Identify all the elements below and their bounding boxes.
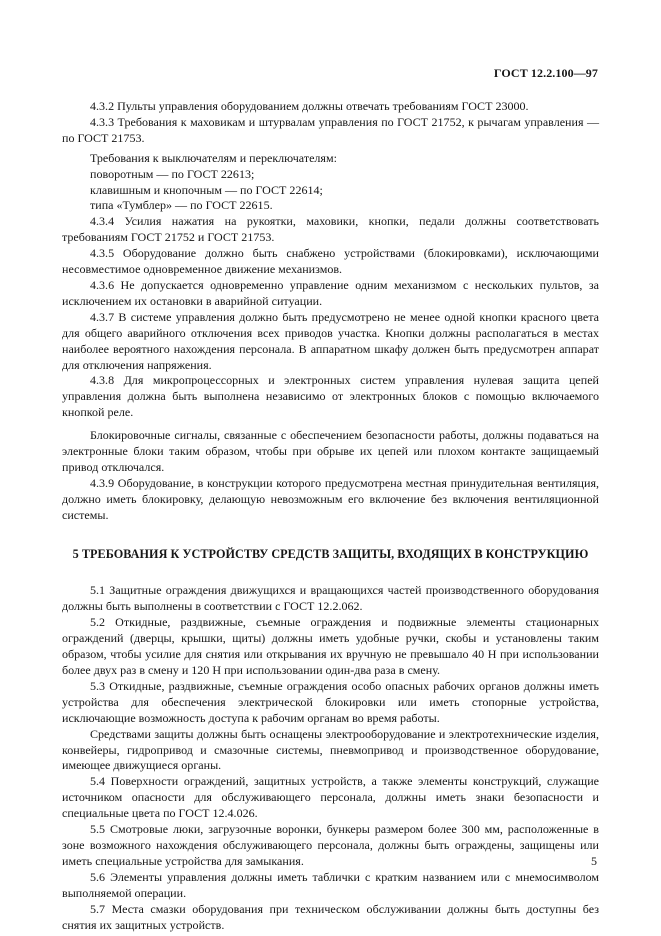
paragraph: 4.3.6 Не допускается одновременно управление одним механизмом с нескольких пультов, за исключением их остановки в аварийной ситуации. bbox=[62, 277, 599, 308]
paragraph: поворотным — по ГОСТ 22613; bbox=[90, 166, 255, 181]
paragraph: 5.6 Элементы управления должны иметь таблички с кратким названием или с мнемосимволом выполняемой операции. bbox=[62, 869, 599, 900]
paragraph: клавишным и кнопочным — по ГОСТ 22614; bbox=[90, 182, 323, 197]
paragraph: Требования к выключателям и переключателям: bbox=[90, 150, 337, 165]
paragraph: 5.2 Откидные, раздвижные, съемные ограждения и подвижные элементы стационарных ограждений (дверцы, крышки, щиты) должны иметь удобные ручки, скобы и установлены таким образом, чтобы усилие для снятия или открывания их вручную не превышало 40 Н при использовании более двух раз в смену и 120 Н при использовании один-два раза в смену. bbox=[62, 615, 599, 677]
paragraph: 4.3.4 Усилия нажатия на рукоятки, маховики, кнопки, педали должны соответствовать требованиям ГОСТ 21752 и ГОСТ 21753. bbox=[62, 214, 599, 245]
paragraph: 5.1 Защитные ограждения движущихся и вращающихся частей производственного оборудования должны быть выполнены в соответствии с ГОСТ 12.2.062. bbox=[62, 583, 599, 614]
paragraph: 4.3.7 В системе управления должно быть предусмотрено не менее одной кнопки красного цвета для общего аварийного отключения всех приводов участка. Кнопки должны располагаться в местах наиболее вероятного нахождения персонала. В аппаратном шкафу должен быть предусмотрен аппарат для отключения напряжения. bbox=[62, 309, 599, 372]
paragraph: 5.4 Поверхности ограждений, защитных устройств, а также элементы конструкций, служащие источником опасности для обслуживающего персонала, должны иметь знаки безопасности и специальные цвета по ГОСТ 12.4.026. bbox=[62, 774, 599, 821]
paragraph: 4.3.3 Требования к маховикам и штурвалам управления по ГОСТ 21752, к рычагам управления — по ГОСТ 21753. bbox=[62, 114, 599, 145]
paragraph: Блокировочные сигналы, связанные с обеспечением безопасности работы, должны подаваться на электронные блоки таким образом, чтобы при обрыве их цепей или плохом контакте защищаемый привод отключался. bbox=[62, 428, 599, 474]
section-5-paragraphs bbox=[62, 583, 599, 933]
paragraph: типа «Тумблер» — по ГОСТ 22615. bbox=[90, 198, 273, 213]
section-5-title: 5 ТРЕБОВАНИЯ К УСТРОЙСТВУ СРЕДСТВ ЗАЩИТЫ, ВХОДЯЩИХ В КОНСТРУКЦИЮ bbox=[72, 546, 589, 561]
document-body bbox=[62, 99, 599, 933]
section-4-3-paragraphs bbox=[62, 99, 599, 524]
paragraph: 5.5 Смотровые люки, загрузочные воронки, бункеры размером более 300 мм, расположенные в зоне возможного нахождения обслуживающего персонала, должны быть ограждены, защищены или иметь специальные устройства для замыкания. bbox=[62, 822, 599, 868]
paragraph: 5.3 Откидные, раздвижные, съемные ограждения особо опасных рабочих органов должны иметь устройства для обеспечения электрической блокировки или иметь стопорные устройства, исключающие возможность доступа к рабочим органам во время работы. bbox=[62, 678, 599, 725]
page-number: 5 bbox=[591, 854, 597, 868]
paragraph: 4.3.8 Для микропроцессорных и электронных систем управления нулевая защита цепей управления должна быть выполнена независимо от электронных блоков с помощью включаемого кнопкой реле. bbox=[62, 373, 599, 420]
paragraph: 5.7 Места смазки оборудования при техническом обслуживании должны быть доступны без снятия их защитных устройств. bbox=[62, 901, 599, 932]
paragraph: Средствами защиты должны быть оснащены электрооборудование и электротехнические изделия, конвейеры, гидропривод и смазочные системы, пневмопривод и производственное оборудование, имеющее движущиеся органы. bbox=[62, 726, 599, 773]
paragraph: 4.3.2 Пульты управления оборудованием должны отвечать требованиям ГОСТ 23000. bbox=[90, 99, 529, 113]
document-code-header: ГОСТ 12.2.100—97 bbox=[493, 66, 598, 80]
paragraph: 4.3.9 Оборудование, в конструкции которого предусмотрена местная принудительная вентиляция, должно иметь блокировку, делающую невозможным его включение без включения вентиляционной системы. bbox=[62, 475, 599, 522]
paragraph: 4.3.5 Оборудование должно быть снабжено устройствами (блокировками), исключающими несовместимое одновременное движение механизмов. bbox=[62, 246, 599, 277]
